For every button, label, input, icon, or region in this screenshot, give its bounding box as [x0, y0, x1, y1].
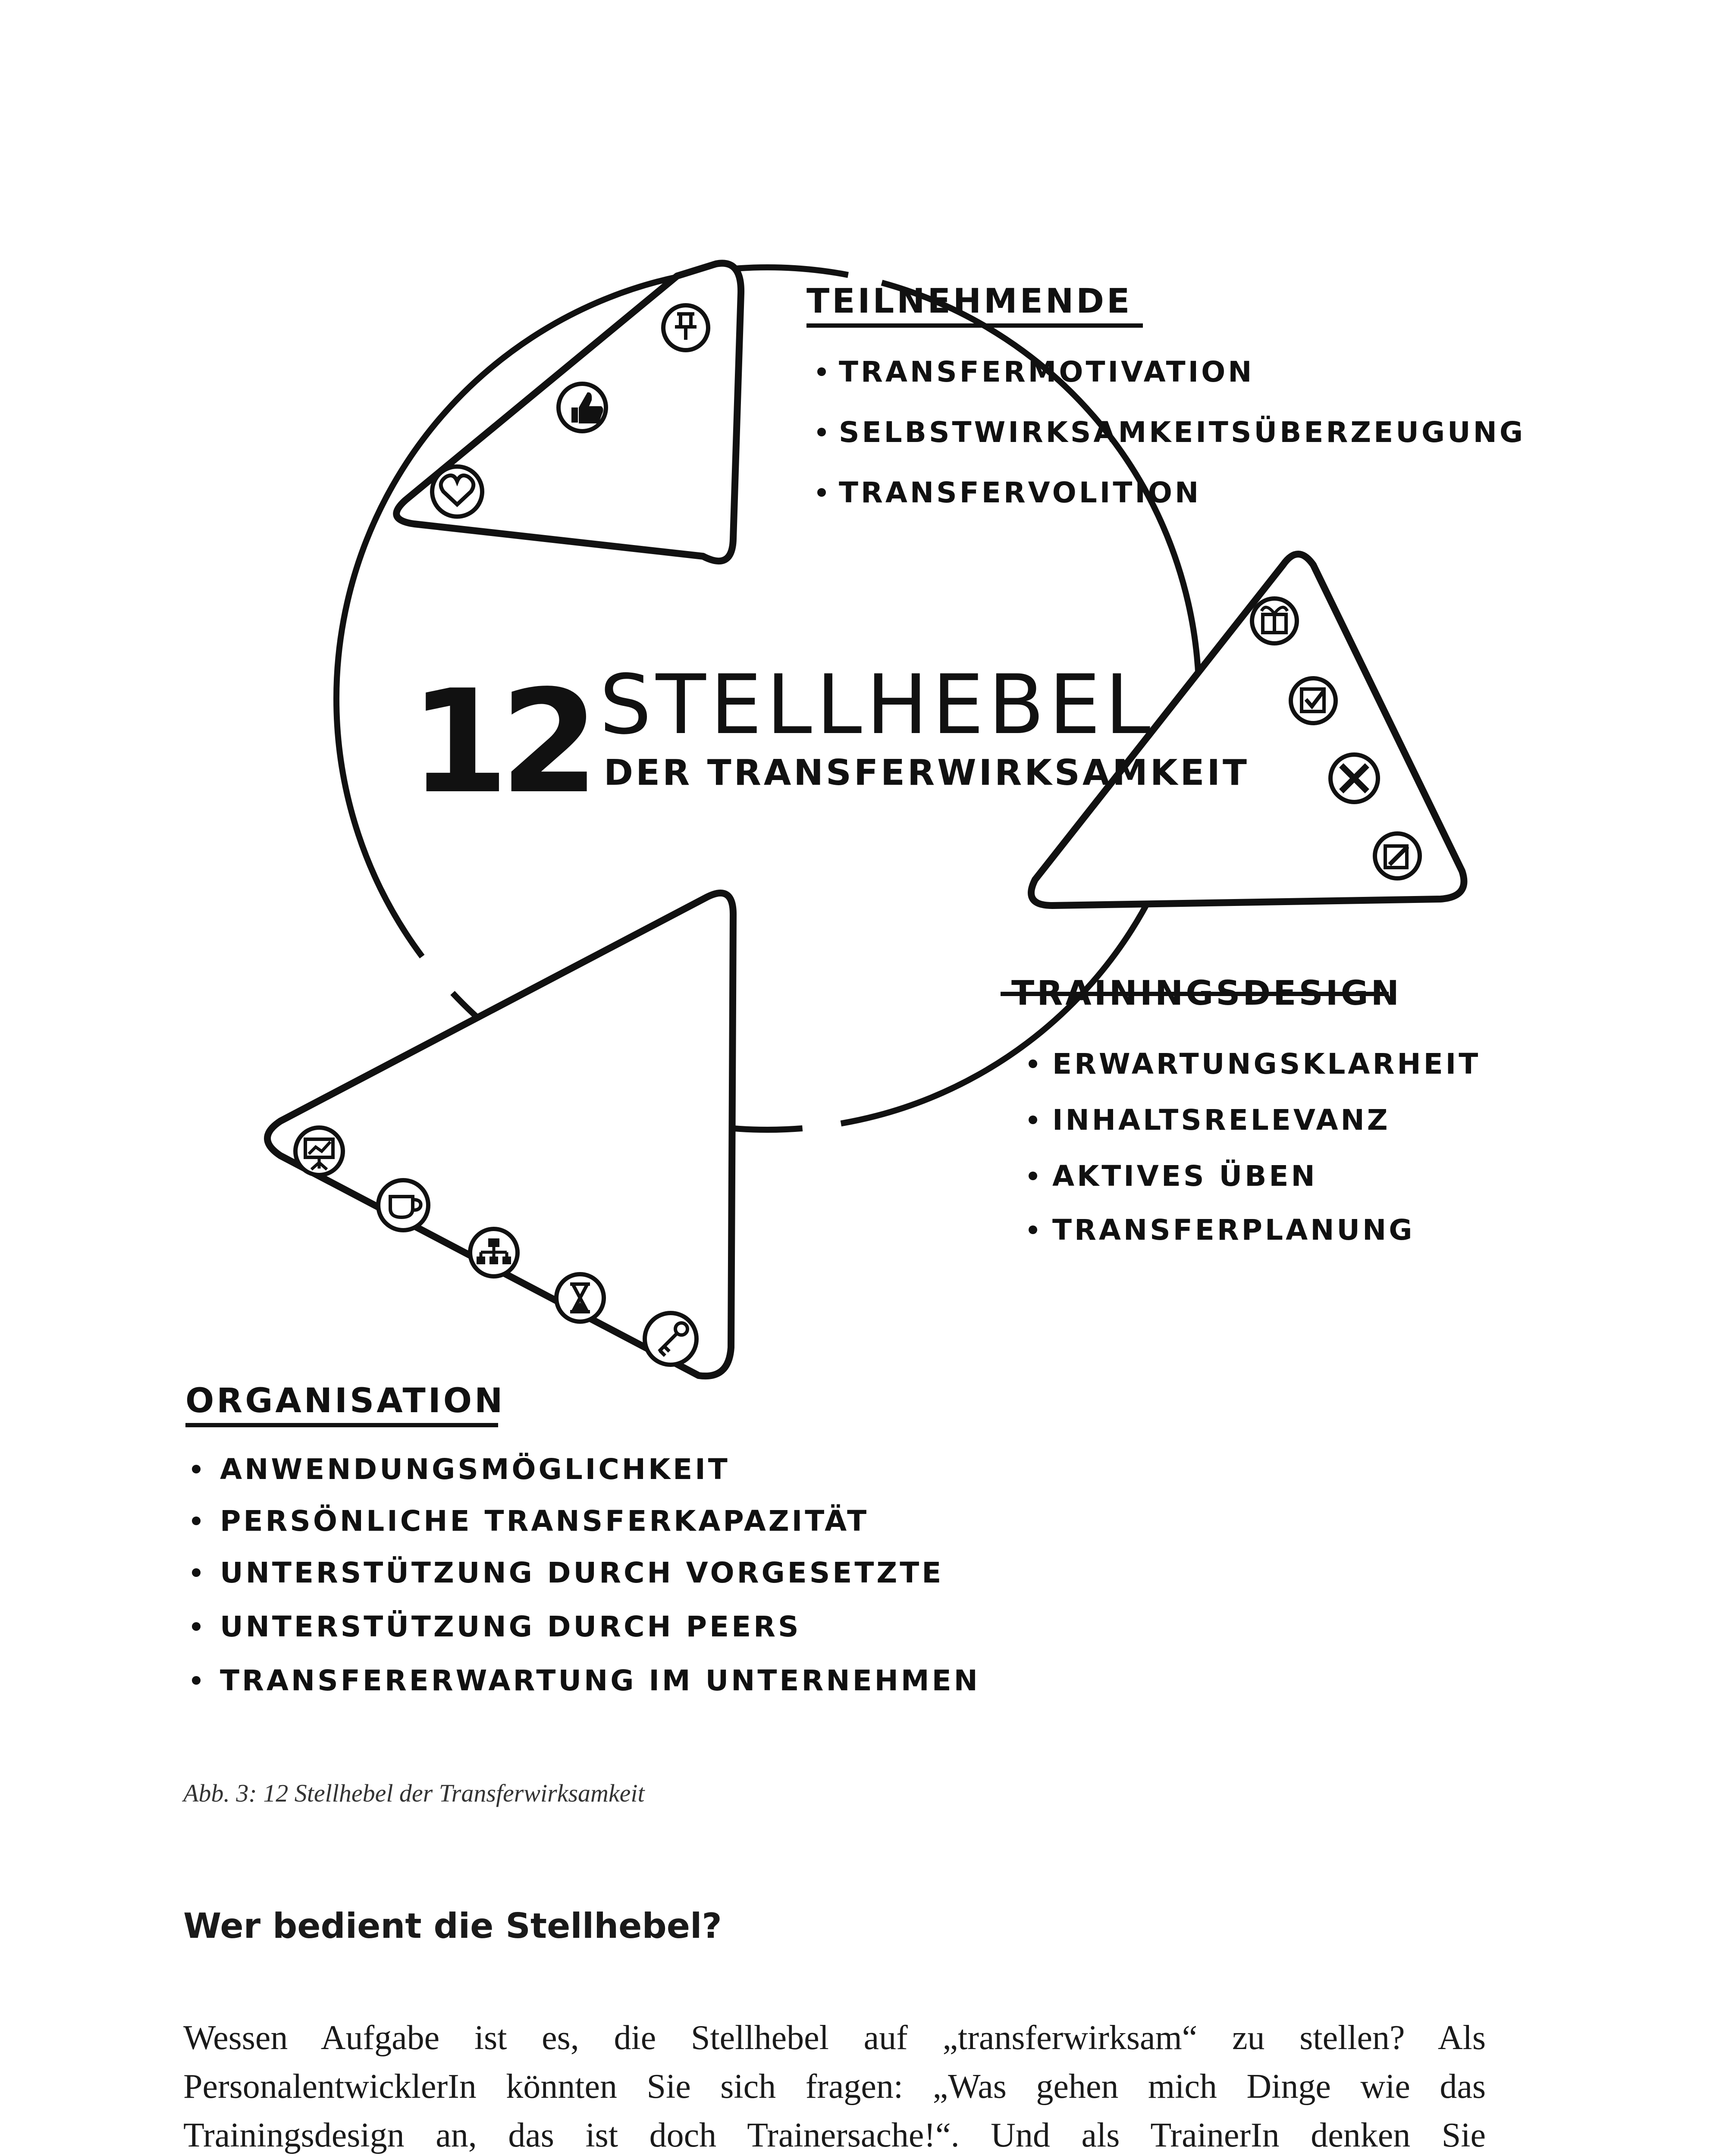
section-title-trainingsdesign: TRAININGSDESIGN — [1011, 974, 1402, 1013]
figure-caption: Abb. 3: 12 Stellhebel der Transferwirksamkeit — [183, 1779, 645, 1807]
edit-icon — [1375, 834, 1420, 878]
thumbs-up-icon — [559, 384, 606, 431]
org-chart-icon — [470, 1229, 518, 1276]
big-number-12: 12 — [410, 659, 591, 825]
subtitle-transferwirksamkeit: DER TRANSFERWIRKSAMKEIT — [604, 752, 1249, 793]
key-icon — [645, 1313, 697, 1365]
list-item: AKTIVES ÜBEN — [1052, 1159, 1318, 1193]
list-item: INHALTSRELEVANZ — [1052, 1103, 1390, 1137]
coffee-cup-icon — [378, 1180, 428, 1230]
section-heading: Wer bedient die Stellhebel? — [183, 1906, 722, 1946]
list-trainingsdesign — [1029, 1047, 1481, 1247]
gift-icon — [1252, 599, 1297, 643]
list-item: UNTERSTÜTZUNG DURCH VORGESETZTE — [220, 1556, 944, 1589]
list-item: PERSÖNLICHE TRANSFERKAPAZITÄT — [220, 1504, 869, 1538]
list-organisation — [192, 1453, 980, 1697]
list-item: TRANSFERMOTIVATION — [839, 355, 1255, 389]
heart-icon — [432, 467, 482, 517]
list-item: TRANSFERPLANUNG — [1052, 1213, 1415, 1247]
pin-icon — [663, 305, 708, 350]
hourglass-icon — [556, 1274, 604, 1322]
section-title-organisation: ORGANISATION — [185, 1382, 505, 1420]
list-item: ANWENDUNGSMÖGLICHKEIT — [220, 1453, 730, 1486]
list-teilnehmende — [817, 355, 1525, 509]
section-title-teilnehmende: TEILNEHMENDE — [806, 282, 1133, 321]
title-stellhebel: STELLHEBEL — [599, 657, 1155, 752]
tools-icon — [1330, 755, 1378, 802]
list-item: TRANSFERVOLITION — [839, 476, 1202, 509]
list-item: UNTERSTÜTZUNG DURCH PEERS — [220, 1610, 801, 1643]
list-item: SELBSTWIRKSAMKEITSÜBERZEUGUNG — [839, 416, 1526, 449]
list-item: TRANSFERERWARTUNG IM UNTERNEHMEN — [220, 1664, 980, 1697]
presentation-icon — [295, 1128, 343, 1175]
body-paragraph: Wessen Aufgabe ist es, die Stellhebel auf „transferwirksam“ zu stellen? Als PersonalentwicklerIn könnten Sie sich fragen: „Was gehen mich Dinge wie das Trainingsdesign an, das ist doch Trainersache!“. Und als TrainerIn denken Sie — [183, 2019, 1486, 2154]
list-item: ERWARTUNGSKLARHEIT — [1052, 1047, 1481, 1081]
checkbox-icon — [1291, 678, 1336, 723]
